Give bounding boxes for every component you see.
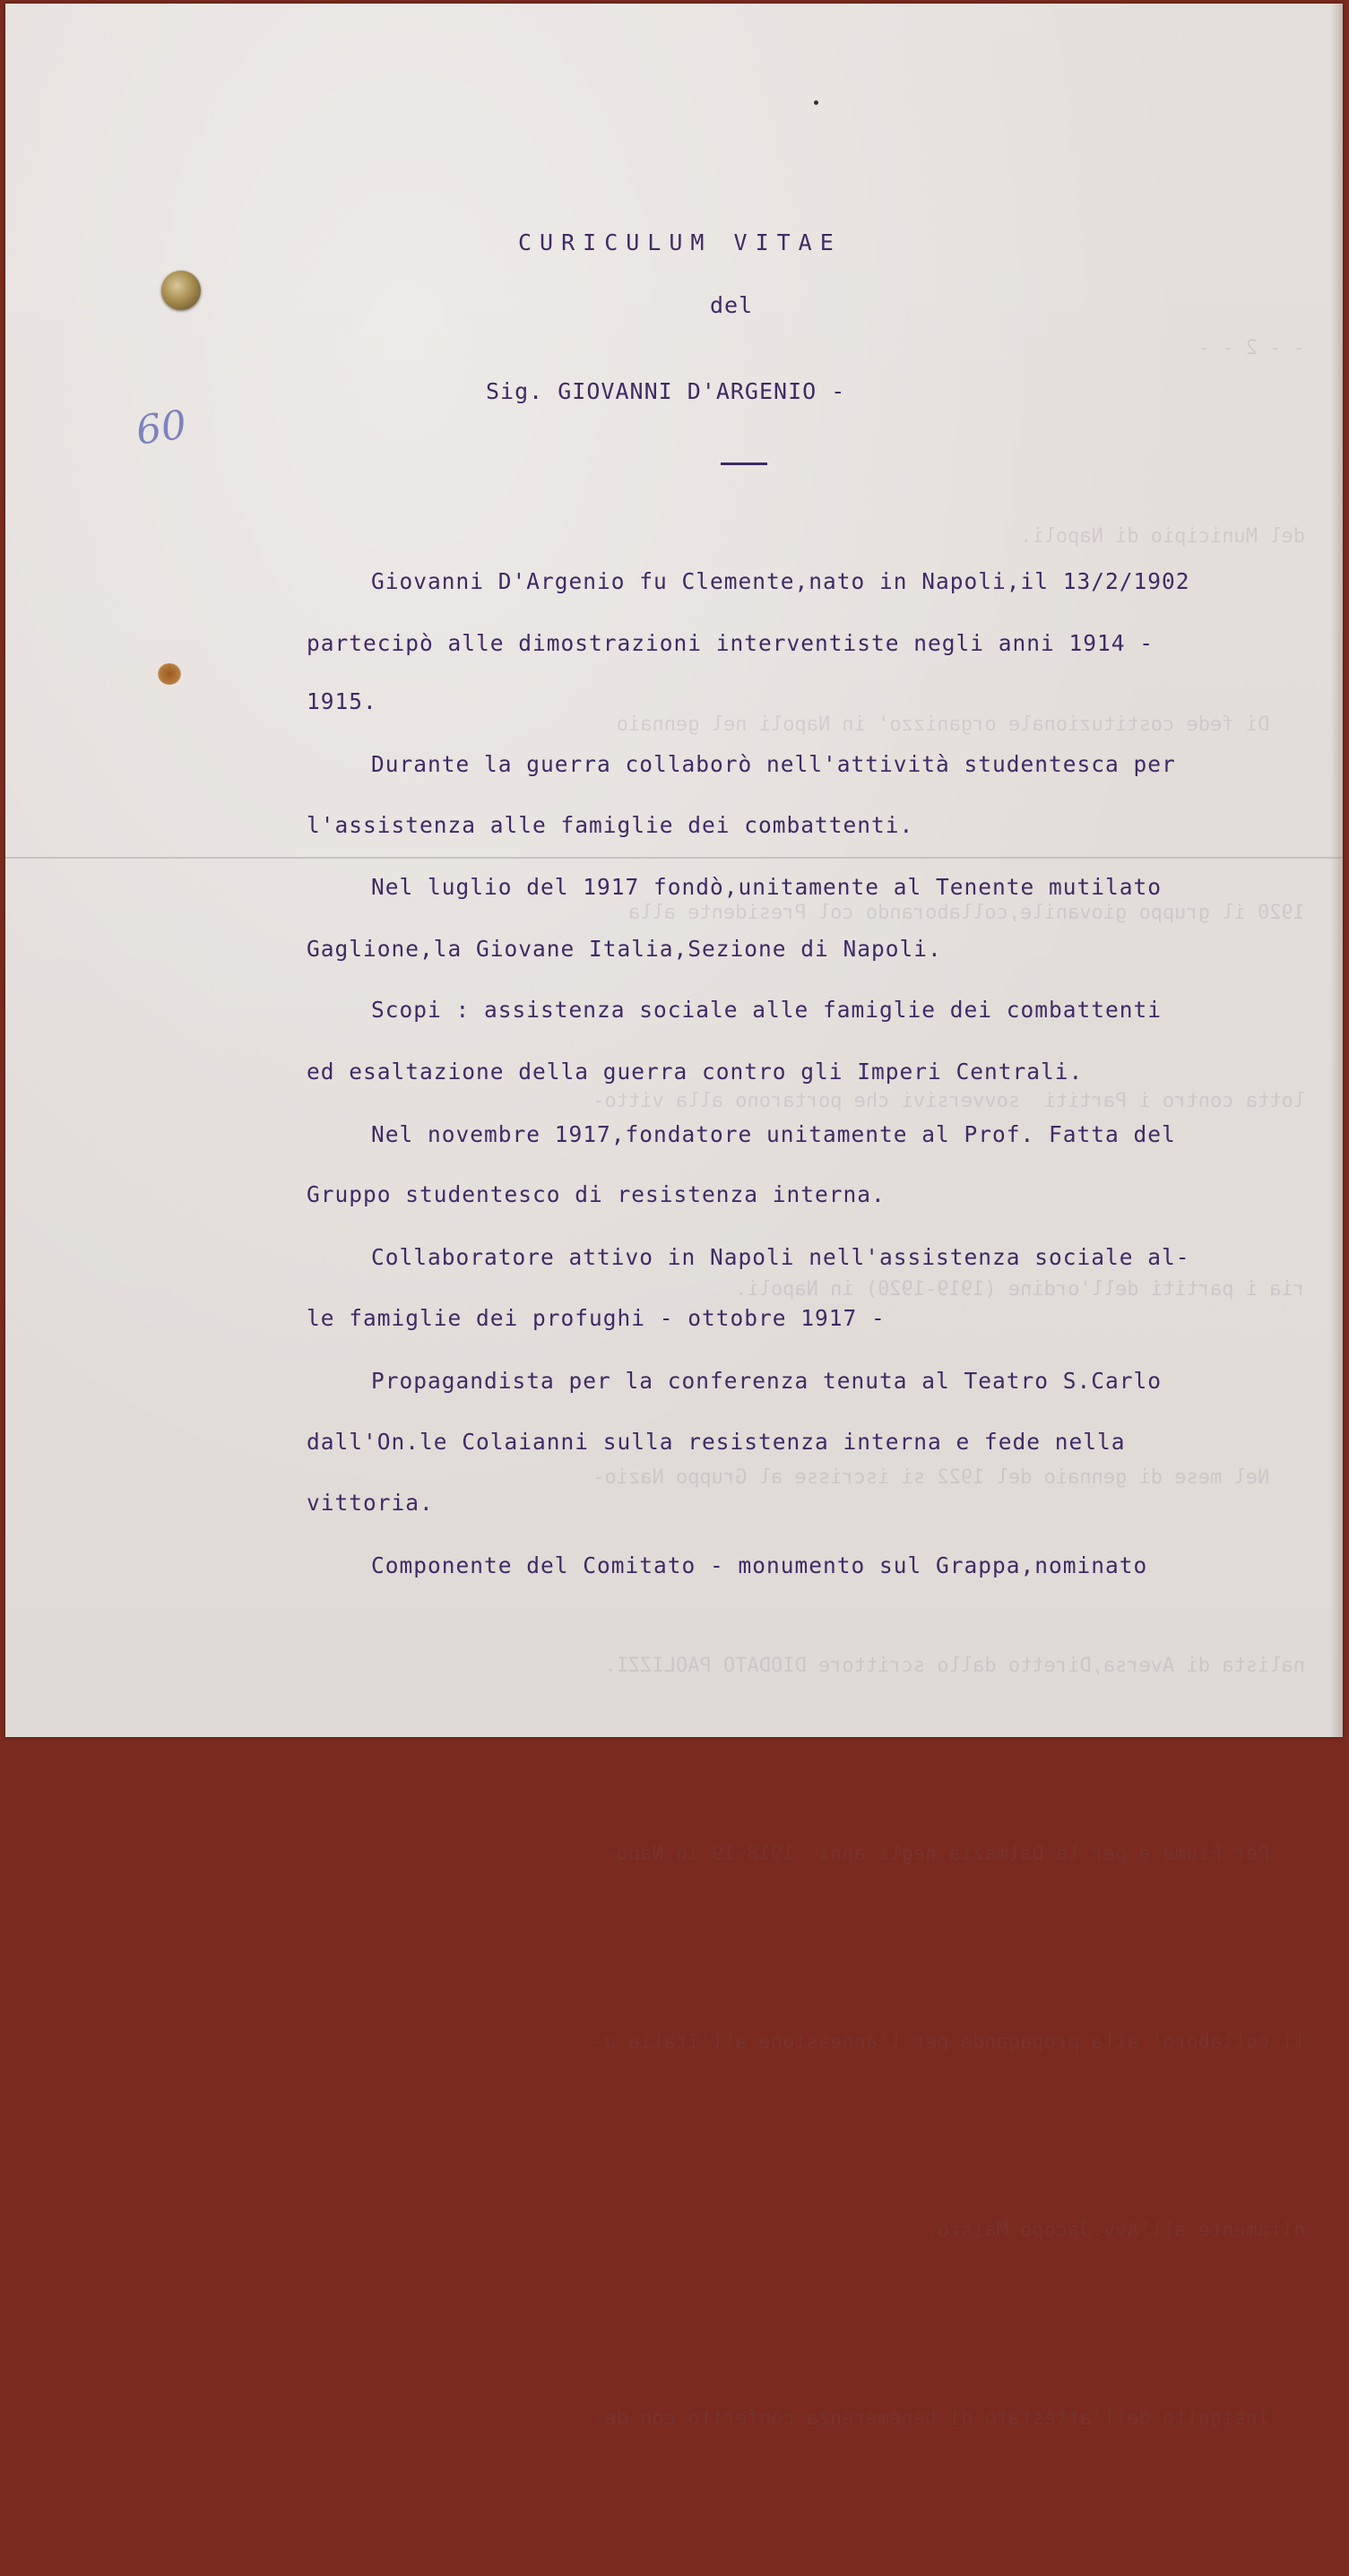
bleed-through-text: - - 2 - - del Municipio di Napoli. Di fede costituzionale organizzo' in Napoli nel gennaio 1920 il gruppo giovanile,collaborando col Presidente alla lotta contro i Partiti sovversivi che portarono alla vitto- ria i partiti dell'ordine (1919-1920) in Napoli. Nel mese di gennaio del 1922 si iscrisse al Gruppo Nazio- nalista di Aversa,Diretto dallo scrittore DIODATO PAOLIZZI. Per Fiume e per la Dalmazia negli anni 1918-19 in Napo- li collaboro' alla propaganda per l'annessione all'Italia u- nitamente all'Avv.Jacopo Maisto. Insignito dell'attestato di benemerenza conferito con de- — [592, 337, 1305, 2430]
body-line: l'assistenza alle famiglie dei combattenti. — [307, 812, 914, 838]
margin-note: 60 — [133, 402, 190, 454]
body-line: le famiglie dei profughi - ottobre 1917 - — [307, 1305, 886, 1331]
body-line: Collaboratore attivo in Napoli nell'assistenza sociale al- — [371, 1244, 1190, 1270]
body-line: 1915. — [307, 688, 377, 714]
document-title: CURICULUM VITAE — [518, 229, 842, 255]
ink-dot — [814, 100, 818, 105]
body-line: Componente del Comitato - monumento sul Grappa,nominato — [371, 1552, 1148, 1578]
title-del: del — [710, 292, 754, 318]
body-line: Durante la guerra collaborò nell'attività studentesca per — [371, 751, 1176, 777]
title-rule — [721, 462, 767, 465]
body-line: Nel novembre 1917,fondatore unitamente al Prof. Fatta del — [371, 1121, 1176, 1147]
body-line: Giovanni D'Argenio fu Clemente,nato in Napoli,il 13/2/1902 — [371, 568, 1190, 594]
subject-name: Sig. GIOVANNI D'ARGENIO - — [486, 378, 846, 404]
body-line: ed esaltazione della guerra contro gli Imperi Centrali. — [307, 1059, 1084, 1085]
body-line: Propagandista per la conferenza tenuta al Teatro S.Carlo — [371, 1368, 1163, 1394]
stain-mark — [158, 663, 181, 685]
page-edge-shadow — [1330, 4, 1343, 1737]
body-line: dall'On.le Colaianni sulla resistenza interna e fede nella — [307, 1429, 1126, 1455]
body-line: partecipò alle dimostrazioni interventiste negli anni 1914 - — [307, 630, 1154, 656]
rivet-icon — [161, 271, 201, 310]
body-line: Gruppo studentesco di resistenza interna. — [307, 1181, 886, 1207]
body-line: vittoria. — [307, 1490, 434, 1516]
body-line: Scopi : assistenza sociale alle famiglie dei combattenti — [371, 997, 1163, 1023]
body-line: Gaglione,la Giovane Italia,Sezione di Napoli. — [307, 936, 942, 962]
document-page — [5, 4, 1343, 2430]
body-line: Nel luglio del 1917 fondò,unitamente al Tenente mutilato — [371, 874, 1163, 900]
